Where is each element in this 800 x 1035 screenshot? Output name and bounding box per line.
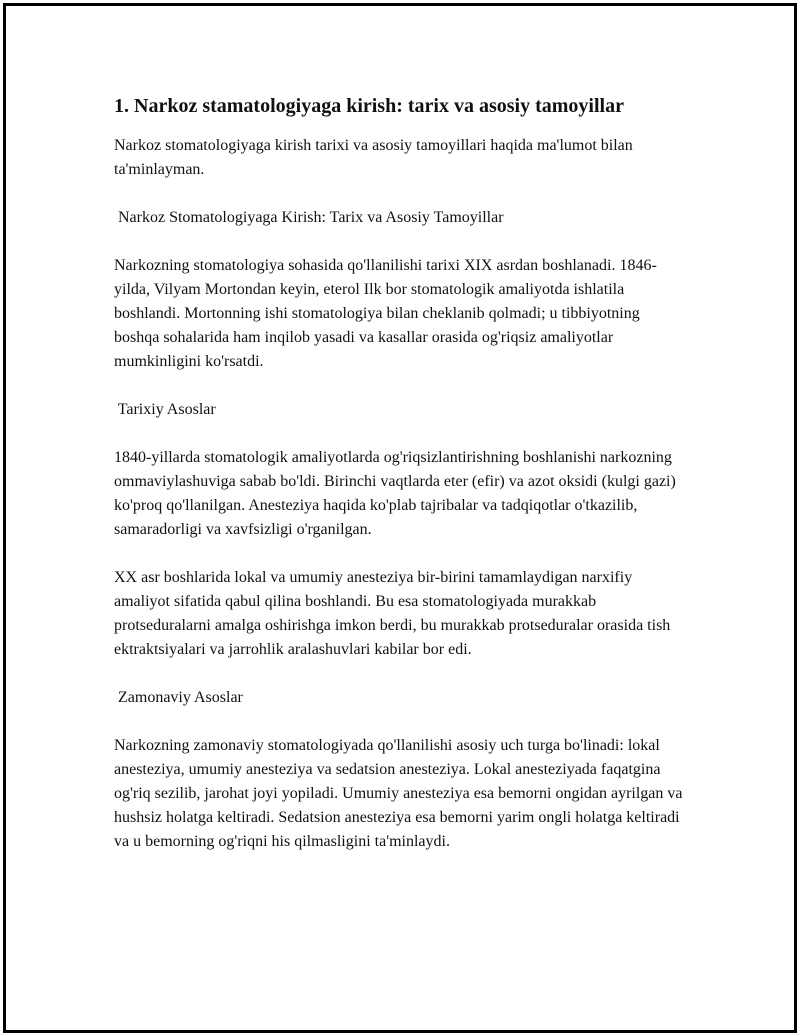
history-intro-paragraph: Narkozning stomatologiya sohasida qo'llanilishi tarixi XIX asrdan boshlanadi. 1846-yilda, Vilyam Mortondan keyin, eterol Ilk bor stomatologik amaliyotda ishlatila boshlandi. Mortonning ishi stomatologiya bilan cheklanib qolmadi; u tibbiyotning boshqa sohalarida ham inqilob yasadi va kasallar orasida og'riqsiz amaliyotlar mumkinligini ko'rsatdi. (114, 257, 657, 370)
1840s-paragraph: 1840-yillarda stomatologik amaliyotlarda og'riqsizlantirishning boshlanishi narkozning ommaviylashuviga sabab bo'ldi. Birinchi vaqtlarda eter (efir) va azot oksidi (kulgi gazi) ko'proq qo'llanilgan. Anesteziya haqida ko'plab tajribalar va tadqiqotlar o'tkazilib, samaradorligi va xavfsizligi o'rganilgan. (114, 449, 676, 538)
modern-foundations-heading: Zamonaviy Asoslar (114, 689, 243, 706)
modern-paragraph: Narkozning zamonaviy stomatologiyada qo'llanilishi asosiy uch turga bo'linadi: lokal anesteziya, umumiy anesteziya va sedatsion anesteziya. Lokal anesteziyada faqatgina og'riq sezilib, jarohat joyi yopiladi. Umumiy anesteziya esa bemorni ongidan ayrilgan va hushsiz holatga keltiradi. Sedatsion anesteziya esa bemorni yarim ongli holatga keltiradi va u bemorning og'riqni his qilmasligini ta'minlaydi. (114, 737, 683, 850)
document-title: 1. Narkoz stamatologiyaga kirish: tarix va asosiy tamoyillar (114, 95, 624, 117)
document-body (114, 92, 684, 878)
section-main-heading: Narkoz Stomatologiyaga Kirish: Tarix va Asosiy Tamoyillar (114, 209, 504, 226)
20th-century-paragraph: XX asr boshlarida lokal va umumiy anesteziya bir-birini tamamlaydigan narxifiy amaliyot sifatida qabul qilina boshlandi. Bu esa stomatologiyada murakkab protseduralarni amalga oshirishga imkon berdi, bu murakkab protseduralar orasida tish ektraktsiyalari va jarrohlik aralashuvlari kabilar bor edi. (114, 569, 671, 658)
historical-foundations-heading: Tarixiy Asoslar (114, 401, 216, 418)
intro-paragraph: Narkoz stomatologiyaga kirish tarixi va asosiy tamoyillari haqida ma'lumot bilan ta'minlayman. (114, 137, 633, 178)
